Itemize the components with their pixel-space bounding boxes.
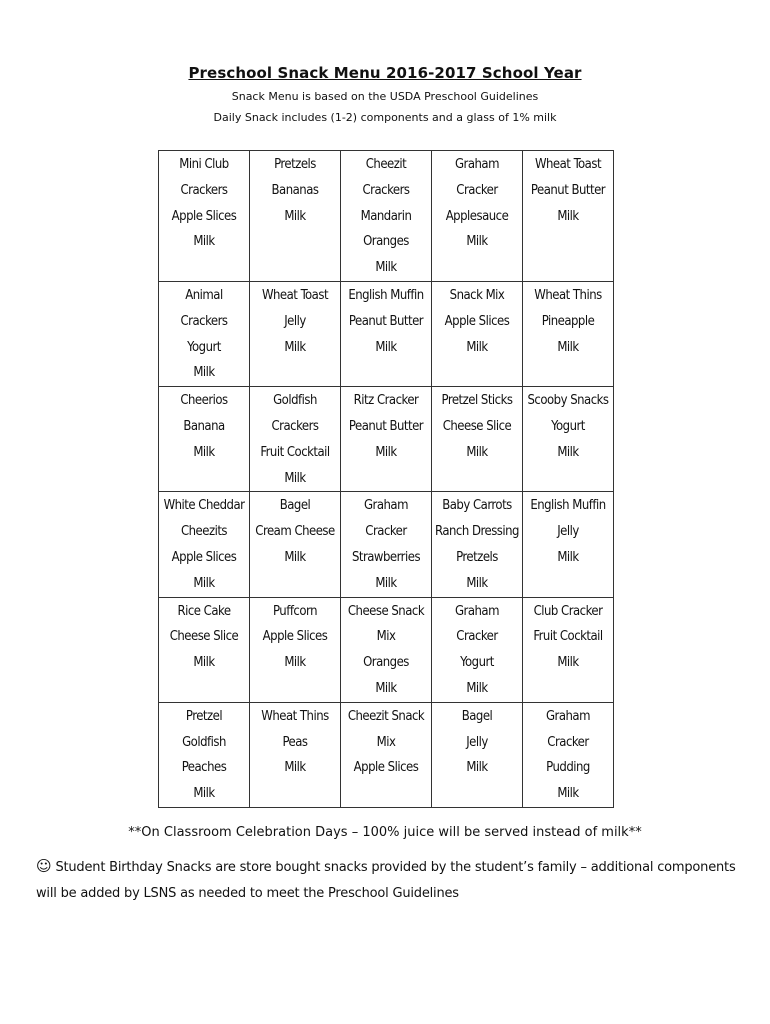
menu-cell: [341, 151, 432, 282]
menu-item: Cream Cheese: [255, 524, 335, 540]
menu-item: Mini Club: [179, 157, 229, 172]
menu-item: Mix: [376, 629, 396, 645]
menu-item: Milk: [557, 786, 579, 802]
menu-cell: [159, 151, 250, 282]
subtitle-components: Daily Snack includes (1-2) components and a glass of 1% milk: [213, 111, 557, 124]
menu-item: Milk: [466, 339, 488, 355]
menu-row: [159, 492, 614, 597]
menu-cell: [432, 597, 523, 702]
menu-cell: [159, 492, 250, 597]
smiley-face-icon: ☺: [36, 857, 52, 875]
menu-item: Cracker: [456, 182, 498, 198]
menu-item: Snack Mix: [449, 287, 505, 303]
menu-item: Jelly: [284, 313, 306, 329]
page-title: Preschool Snack Menu 2016-2017 School Year: [188, 64, 582, 82]
menu-item: Peanut Butter: [530, 182, 606, 198]
menu-item: Milk: [557, 549, 579, 565]
menu-item: Puffcorn: [272, 603, 318, 619]
menu-item: Pretzel Sticks: [441, 393, 513, 409]
birthday-note-text: Student Birthday Snacks are store bought snacks provided by the student’s family – additional components will be added by LSNS as needed to meet the Preschool Guidelines: [36, 860, 736, 901]
menu-item: Graham: [363, 498, 408, 514]
menu-item: Milk: [193, 234, 215, 250]
menu-item: Strawberries: [351, 549, 421, 565]
menu-cell: [432, 702, 523, 807]
menu-cell: [432, 387, 523, 492]
menu-item: Milk: [193, 444, 215, 460]
menu-item: Milk: [557, 655, 579, 671]
menu-cell: [341, 387, 432, 492]
menu-item: Jelly: [466, 734, 488, 750]
menu-cell: [523, 151, 614, 282]
menu-cell: [250, 597, 341, 702]
menu-item: Cracker: [456, 629, 498, 645]
menu-item: Cheezit: [365, 157, 407, 172]
menu-item: Cracker: [365, 524, 407, 540]
menu-cell: [523, 702, 614, 807]
menu-item: Crackers: [180, 313, 228, 329]
menu-item: Graham: [454, 157, 499, 172]
menu-item: Peas: [282, 734, 308, 750]
menu-item: Pretzels: [274, 157, 316, 172]
menu-item: Yogurt: [460, 655, 494, 671]
menu-item: Milk: [466, 680, 488, 696]
menu-item: Pineapple: [541, 313, 595, 329]
menu-item: Cracker: [547, 734, 589, 750]
menu-item: Pretzels: [456, 549, 498, 565]
menu-item: Applesauce: [445, 208, 509, 224]
menu-cell: [341, 281, 432, 386]
menu-item: Jelly: [557, 524, 579, 540]
menu-item: Milk: [375, 444, 397, 460]
menu-item: Milk: [284, 208, 306, 224]
menu-cell: [341, 492, 432, 597]
menu-item: Apple Slices: [262, 629, 328, 645]
menu-cell: [523, 387, 614, 492]
menu-item: Apple Slices: [444, 313, 510, 329]
menu-cell: [250, 151, 341, 282]
menu-item: Crackers: [362, 182, 410, 198]
menu-item: Yogurt: [551, 418, 585, 434]
menu-item: Cheese Snack: [347, 603, 425, 619]
menu-item: Baby Carrots: [442, 498, 512, 514]
menu-cell: [159, 597, 250, 702]
menu-cell: [523, 281, 614, 386]
menu-item: Milk: [466, 760, 488, 776]
menu-item: Milk: [284, 655, 306, 671]
menu-item: Fruit Cocktail: [260, 444, 330, 460]
menu-item: Milk: [375, 260, 397, 276]
menu-row: [159, 597, 614, 702]
menu-item: Fruit Cocktail: [533, 629, 603, 645]
menu-item: Milk: [557, 339, 579, 355]
menu-item: Cheese Slice: [442, 418, 512, 434]
menu-item: Cheerios: [180, 393, 228, 409]
menu-item: English Muffin: [348, 287, 424, 303]
menu-item: Mandarin: [360, 208, 412, 224]
menu-item: Peanut Butter: [348, 313, 424, 329]
snack-menu-table: [158, 150, 614, 808]
menu-item: Milk: [193, 365, 215, 381]
subtitle-guidelines: Snack Menu is based on the USDA Preschool Guidelines: [231, 90, 539, 103]
menu-item: Milk: [557, 444, 579, 460]
menu-item: Bagel: [279, 498, 311, 514]
menu-item: Animal: [185, 287, 223, 303]
menu-cell: [250, 387, 341, 492]
menu-item: Milk: [375, 575, 397, 591]
menu-item: Oranges: [363, 655, 409, 671]
menu-cell: [523, 597, 614, 702]
menu-cell: [432, 492, 523, 597]
menu-row: [159, 387, 614, 492]
menu-cell: [250, 492, 341, 597]
menu-item: Wheat Toast: [534, 157, 602, 172]
menu-item: Milk: [466, 234, 488, 250]
menu-item: Goldfish: [273, 393, 317, 409]
menu-item: Cheezit Snack: [347, 708, 425, 724]
menu-item: Graham: [545, 708, 590, 724]
menu-item: Ritz Cracker: [353, 393, 419, 409]
menu-item: Pudding: [546, 760, 590, 776]
menu-item: Club Cracker: [533, 603, 603, 619]
menu-cell: [432, 281, 523, 386]
menu-item: Oranges: [363, 234, 409, 250]
menu-item: Bagel: [461, 708, 493, 724]
menu-cell: [250, 702, 341, 807]
menu-item: Wheat Thins: [534, 287, 602, 303]
menu-cell: [159, 281, 250, 386]
menu-item: English Muffin: [530, 498, 606, 514]
menu-item: Crackers: [180, 182, 228, 198]
menu-item: Milk: [193, 786, 215, 802]
menu-cell: [523, 492, 614, 597]
menu-item: Bananas: [271, 182, 319, 198]
menu-row: [159, 702, 614, 807]
menu-item: Milk: [557, 208, 579, 224]
menu-item: Wheat Toast: [261, 287, 329, 303]
menu-item: Peaches: [181, 760, 227, 776]
menu-item: Milk: [284, 470, 306, 486]
menu-item: Milk: [284, 549, 306, 565]
menu-item: Peanut Butter: [348, 418, 424, 434]
menu-cell: [341, 702, 432, 807]
menu-item: Milk: [375, 680, 397, 696]
menu-item: White Cheddar: [163, 498, 245, 514]
menu-item: Milk: [193, 575, 215, 591]
menu-row: [159, 281, 614, 386]
menu-item: Milk: [375, 339, 397, 355]
menu-item: Milk: [466, 444, 488, 460]
menu-item: Rice Cake: [177, 603, 231, 619]
menu-item: Mix: [376, 734, 396, 750]
menu-item: Pretzel: [185, 708, 223, 724]
menu-item: Milk: [193, 655, 215, 671]
menu-cell: [432, 151, 523, 282]
menu-cell: [159, 702, 250, 807]
menu-item: Banana: [183, 418, 225, 434]
menu-item: Scooby Snacks: [527, 393, 609, 409]
menu-item: Ranch Dressing: [435, 524, 519, 540]
menu-item: Milk: [284, 339, 306, 355]
menu-item: Cheese Slice: [169, 629, 239, 645]
menu-item: Graham: [454, 603, 499, 619]
celebration-note: **On Classroom Celebration Days – 100% juice will be served instead of milk**: [128, 825, 642, 840]
birthday-note: [36, 853, 736, 907]
menu-cell: [159, 387, 250, 492]
menu-cell: [341, 597, 432, 702]
menu-cell: [250, 281, 341, 386]
menu-item: Apple Slices: [171, 208, 237, 224]
menu-item: Apple Slices: [353, 760, 419, 776]
menu-item: Milk: [284, 760, 306, 776]
menu-item: Cheezits: [180, 524, 228, 540]
menu-row: [159, 151, 614, 282]
menu-item: Milk: [466, 575, 488, 591]
menu-item: Wheat Thins: [261, 708, 329, 724]
menu-item: Yogurt: [187, 339, 221, 355]
menu-item: Goldfish: [182, 734, 226, 750]
menu-item: Apple Slices: [171, 549, 237, 565]
menu-item: Crackers: [271, 418, 319, 434]
